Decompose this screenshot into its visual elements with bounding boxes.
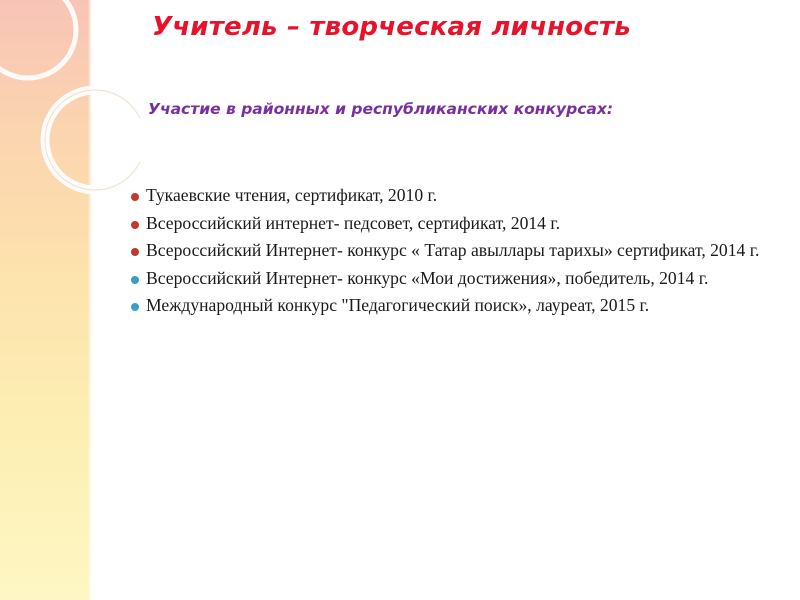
list-item <box>131 268 771 290</box>
list-item <box>131 240 771 262</box>
slide-title: Учитель – творческая личность <box>152 12 631 42</box>
list-item-text: Всероссийский интернет- педсовет, сертификат, 2014 г. <box>146 212 560 233</box>
bullet-icon <box>131 221 139 229</box>
list-item <box>131 295 771 317</box>
achievement-list <box>131 185 771 323</box>
list-item <box>131 185 771 207</box>
bullet-icon <box>131 248 139 256</box>
slide-subtitle: Участие в районных и республиканских конкурсах: <box>148 100 614 118</box>
list-item-text: Международный конкурс "Педагогический поиск», лауреат, 2015 г. <box>146 295 650 316</box>
list-item <box>131 213 771 235</box>
bullet-icon <box>131 276 139 284</box>
list-item-text: Всероссийский Интернет- конкурс « Татар авыллары тарихы» сертификат, 2014 г. <box>146 240 760 261</box>
bullet-icon <box>131 193 139 201</box>
bullet-icon <box>131 303 139 311</box>
list-item-text: Тукаевские чтения, сертификат, 2010 г. <box>146 185 438 205</box>
decorative-circles-icon <box>0 0 140 220</box>
list-item-text: Всероссийский Интернет- конкурс «Мои достижения», победитель, 2014 г. <box>146 267 709 288</box>
